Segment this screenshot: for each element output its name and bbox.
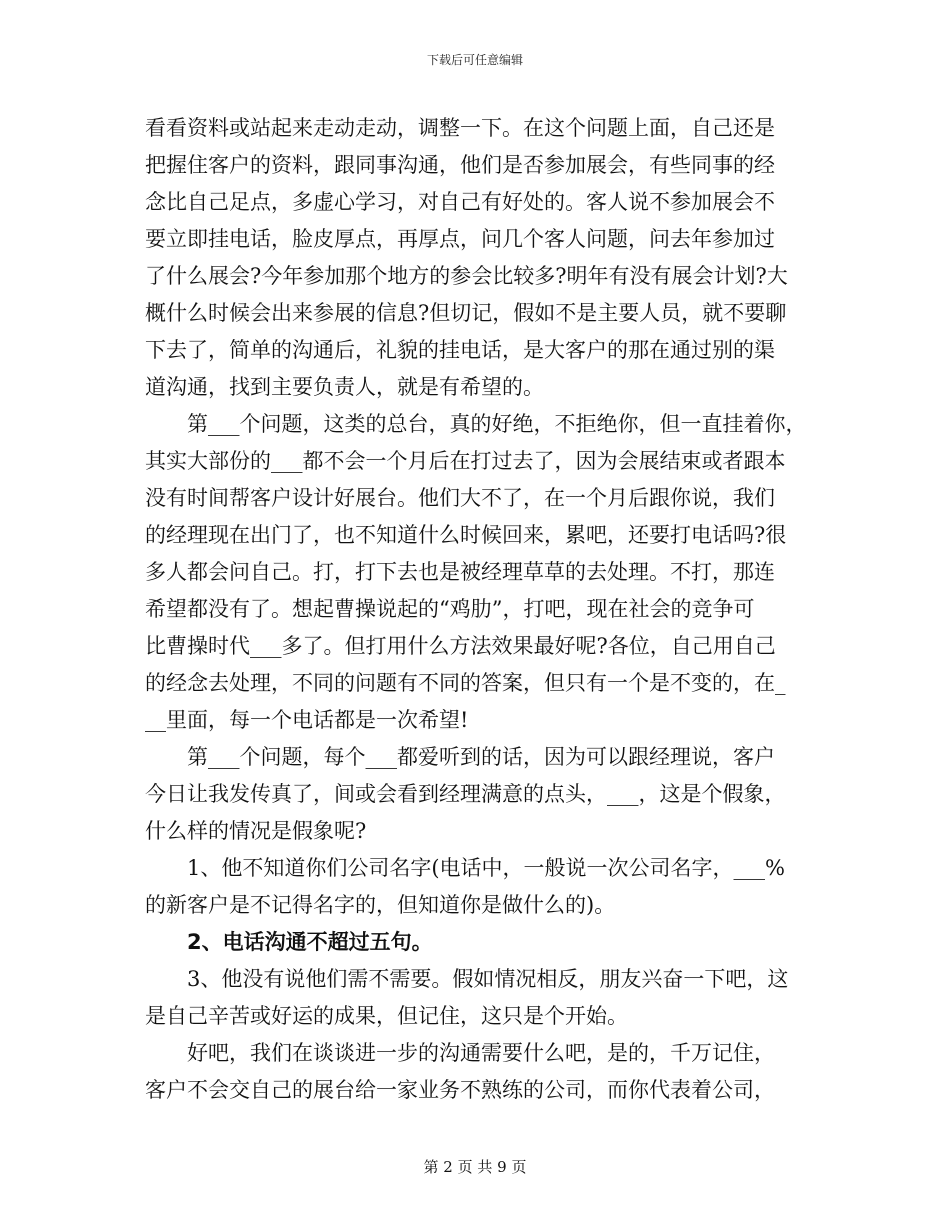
- text-line: 好吧，我们在谈谈进一步的沟通需要什么吧，是的，千万记住，: [187, 1041, 775, 1065]
- text-line: 道沟通，找到主要负责人，就是有希望的。: [145, 375, 544, 399]
- list-item: 3、他没有说他们需不需要。假如情况相反，朋友兴奋一下吧，这: [187, 967, 789, 991]
- text-line: 第___个问题，这类的总台，真的好绝，不拒绝你，但一直挂着你，: [187, 412, 807, 436]
- text-line: 比曹操时代___多了。但打用什么方法效果最好呢?各位，自己用自己: [145, 634, 776, 658]
- text-line: 多人都会问自己。打，打下去也是被经理草草的去处理。不打，那连: [145, 560, 775, 584]
- text-line: 客户不会交自己的展台给一家业务不熟练的公司，而你代表着公司，: [145, 1078, 775, 1102]
- text-line: 了什么展会?今年参加那个地方的参会比较多?明年有没有展会计划?大: [145, 264, 788, 288]
- page-header: 下载后可任意编辑: [426, 53, 523, 67]
- text-line: 希望都没有了。想起曹操说起的“鸡肋”，打吧，现在社会的竞争可: [145, 597, 755, 621]
- text-line: 下去了，简单的沟通后，礼貌的挂电话，是大客户的那在通过别的渠: [145, 338, 775, 362]
- text-line: 第___个问题，每个___都爱听到的话，因为可以跟经理说，客户: [187, 745, 775, 769]
- text-line: 的经理现在出门了，也不知道什么时候回来，累吧，还要打电话吗?很: [145, 523, 787, 547]
- text-line: 把握住客户的资料，跟同事沟通，他们是否参加展会，有些同事的经: [145, 153, 775, 177]
- page-number: 第 2 页 共 9 页: [423, 1158, 527, 1176]
- list-item: 1、他不知道你们公司名字(电话中，一般说一次公司名字，___%: [187, 856, 786, 880]
- text-line: 的新客户是不记得名字的，但知道你是做什么的)。: [145, 893, 616, 917]
- text-line: 看看资料或站起来走动走动，调整一下。在这个问题上面，自己还是: [145, 116, 775, 140]
- text-line: 没有时间帮客户设计好展台。他们大不了，在一个月后跟你说，我们: [145, 486, 775, 510]
- text-line: 什么样的情况是假象呢?: [145, 819, 367, 843]
- text-line: 要立即挂电话，脸皮厚点，再厚点，问几个客人问题，问去年参加过: [145, 227, 775, 251]
- text-line: 概什么时候会出来参展的信息?但切记，假如不是主要人员，就不要聊: [145, 301, 787, 325]
- text-line: 是自己辛苦或好运的成果，但记住，这只是个开始。: [145, 1004, 628, 1028]
- text-line: 念比自己足点，多虚心学习，对自己有好处的。客人说不参加展会不: [145, 190, 775, 214]
- text-line: 其实大部份的___都不会一个月后在打过去了，因为会展结束或者跟本: [145, 449, 786, 473]
- text-line: 今日让我发传真了，间或会看到经理满意的点头，___，这是个假象，: [145, 782, 786, 806]
- text-line: __里面，每一个电话都是一次希望!: [145, 708, 469, 732]
- text-line: 的经念去处理，不同的问题有不同的答案，但只有一个是不变的，在_: [145, 671, 786, 695]
- section-heading: 2、电话沟通不超过五句。: [187, 930, 433, 954]
